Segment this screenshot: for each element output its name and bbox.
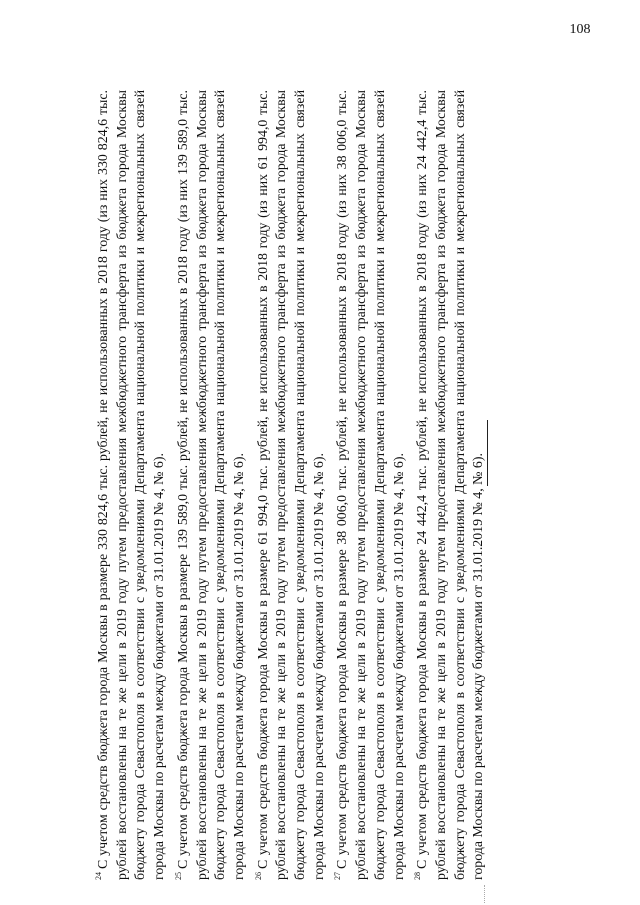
footnote — [250, 90, 330, 880]
footnote — [170, 90, 250, 880]
footnote-text: С учетом средств бюджета города Москвы в размере 61 994,0 тыс. рублей, не использованных в 2018 году (из них 61 994,0 тыс. рублей восстановлены на те же цели в 2019 году путем предоставления межбюджетного трансферта из бюджета города Москвы бюджету города Севастополя в соответствии с уведомлениями Департамента национальной политики и межрегиональных связей города Москвы по расчетам между бюджетами от 31.01.2019 № 4, № 6). — [255, 90, 327, 880]
footnote-number: 25 — [173, 872, 183, 880]
footnote-text: С учетом средств бюджета города Москвы в размере 38 006,0 тыс. рублей, не использованных в 2018 году (из них 38 006,0 тыс. рублей восстановлены на те же цели в 2019 году путем предоставления межбюджетного трансферта из бюджета города Москвы бюджету города Севастополя в соответствии с уведомлениями Департамента национальной политики и межрегиональных связей города Москвы по расчетам между бюджетами от 31.01.2019 № 4, № 6). — [335, 90, 407, 880]
footnote-number: 24 — [94, 872, 103, 880]
page-number: 108 — [569, 22, 591, 37]
footnote-text: С учетом средств бюджета города Москвы в размере 139 589,0 тыс. рублей, не использованных в 2018 году (из них 139 589,0 тыс. рублей восстановлены на те же цели в 2019 году путем предоставления межбюджетного трансферта из бюджета города Москвы бюджету города Севастополя в соответствии с уведомлениями Департамента национальной политики и межрегиональных связей города Москвы по расчетам между бюджетами от 31.01.2019 № 4, № 6). — [175, 90, 247, 880]
footnote — [90, 90, 170, 880]
footnote-text: С учетом средств бюджета города Москвы в размере 24 442,4 тыс. рублей, не использованных в 2018 году (из них 24 442,4 тыс. рублей восстановлены на те же цели в 2019 году путем предоставления межбюджетного трансферта из бюджета города Москвы бюджету города Севастополя в соответствии с уведомлениями Департамента национальной политики и межрегиональных связей города Москвы по расчетам между бюджетами от 31.01.2019 № 4, № 6). — [415, 90, 487, 880]
rotated-footnotes-block — [90, 90, 487, 880]
footnote-number: 26 — [253, 872, 263, 880]
footnote — [409, 90, 489, 880]
footnote-number: 27 — [333, 872, 343, 880]
footnote-number: 28 — [413, 872, 423, 880]
footnotes-list — [90, 90, 489, 880]
footnote — [329, 90, 409, 880]
footnote-text: С учетом средств бюджета города Москвы в размере 330 824,6 тыс. рублей, не использованных в 2018 году (из них 330 824,6 тыс. рублей восстановлены на те же цели в 2019 году путем предоставления межбюджетного трансферта из бюджета города Москвы бюджету города Севастополя в соответствии с уведомлениями Департамента национальной политики и межрегиональных связей города Москвы по расчетам между бюджетами от 31.01.2019 № 4, № 6). — [96, 90, 168, 880]
binding-marks — [484, 885, 487, 903]
